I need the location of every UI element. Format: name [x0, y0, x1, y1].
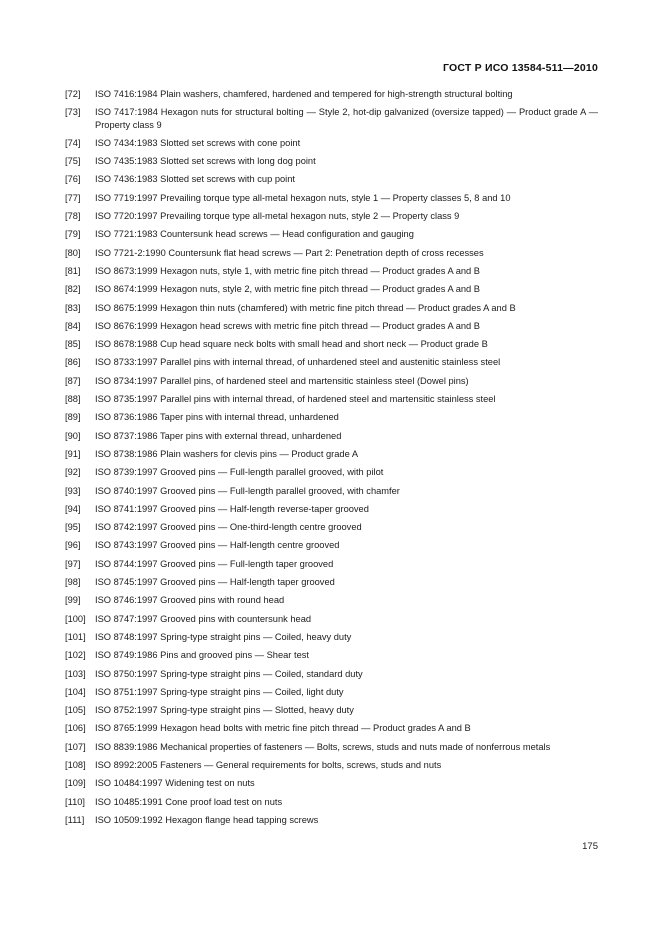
reference-text: ISO 7720:1997 Prevailing torque type all-metal hexagon nuts, style 2 — Property class 9: [95, 211, 460, 222]
reference-text: ISO 8748:1997 Spring-type straight pins — Coiled, heavy duty: [95, 631, 352, 642]
reference-number: [76]: [65, 174, 81, 185]
list-item: [65, 155, 598, 167]
reference-number: [99]: [65, 595, 81, 606]
reference-text: ISO 7719:1997 Prevailing torque type all-metal hexagon nuts, style 1 — Property classes 5, 8 and 10: [95, 192, 511, 203]
list-item: [65, 430, 598, 442]
reference-text: ISO 8750:1997 Spring-type straight pins — Coiled, standard duty: [95, 668, 363, 679]
list-item: [65, 106, 598, 131]
reference-number: [90]: [65, 430, 81, 441]
reference-number: [83]: [65, 302, 81, 313]
reference-text: ISO 8747:1997 Grooved pins with countersunk head: [95, 613, 312, 624]
list-item: [65, 302, 598, 314]
reference-number: [109]: [65, 778, 86, 789]
reference-number: [78]: [65, 211, 81, 222]
reference-number: [97]: [65, 558, 81, 569]
reference-text: ISO 8737:1986 Taper pins with external thread, unhardened: [95, 430, 342, 441]
reference-number: [110]: [65, 796, 85, 807]
list-item: [65, 265, 598, 277]
reference-number: [81]: [65, 265, 81, 276]
reference-number: [88]: [65, 394, 81, 405]
list-item: [65, 741, 598, 753]
reference-number: [79]: [65, 229, 81, 240]
list-item: [65, 558, 598, 570]
reference-text: ISO 10484:1997 Widening test on nuts: [95, 778, 255, 789]
list-item: [65, 631, 598, 643]
reference-text: ISO 8749:1986 Pins and grooved pins — Shear test: [95, 650, 309, 661]
reference-text: ISO 8678:1988 Cup head square neck bolts with small head and short neck — Product grade B: [95, 339, 488, 350]
reference-text: ISO 8744:1997 Grooved pins — Full-length taper grooved: [95, 558, 334, 569]
reference-number: [72]: [65, 89, 81, 99]
reference-number: [105]: [65, 705, 86, 716]
reference-number: [102]: [65, 650, 86, 661]
reference-text: ISO 7417:1984 Hexagon nuts for structural bolting — Style 2, hot-dip galvanized (oversize tapped) — Product grade A — Property class 9: [95, 107, 598, 130]
list-item: [65, 704, 598, 716]
reference-number: [92]: [65, 467, 81, 478]
reference-text: ISO 8736:1986 Taper pins with internal thread, unhardened: [95, 412, 339, 423]
reference-text: ISO 8742:1997 Grooved pins — One-third-length centre grooved: [95, 522, 362, 533]
list-item: [65, 192, 598, 204]
list-item: [65, 668, 598, 680]
list-item: [65, 594, 598, 606]
reference-number: [93]: [65, 485, 81, 496]
reference-number: [101]: [65, 631, 86, 642]
list-item: [65, 137, 598, 149]
reference-text: ISO 7416:1984 Plain washers, chamfered, hardened and tempered for high-strength structural bolting: [95, 89, 513, 99]
list-item: [65, 722, 598, 734]
list-item: [65, 338, 598, 350]
reference-text: ISO 8734:1997 Parallel pins, of hardened steel and martensitic stainless steel (Dowel pins): [95, 375, 469, 386]
reference-number: [73]: [65, 107, 81, 118]
reference-number: [94]: [65, 503, 81, 514]
reference-text: ISO 10509:1992 Hexagon flange head tapping screws: [95, 814, 319, 825]
reference-number: [111]: [65, 814, 85, 825]
reference-number: [80]: [65, 247, 81, 258]
reference-number: [74]: [65, 137, 81, 148]
list-item: [65, 503, 598, 515]
reference-text: ISO 8739:1997 Grooved pins — Full-length parallel grooved, with pilot: [95, 467, 384, 478]
list-item: [65, 247, 598, 259]
list-item: [65, 88, 598, 100]
page-number: 175: [582, 841, 598, 852]
reference-text: ISO 8745:1997 Grooved pins — Half-length taper grooved: [95, 577, 335, 588]
page-footer: [582, 841, 598, 852]
reference-text: ISO 8675:1999 Hexagon thin nuts (chamfered) with metric fine pitch thread — Product grades A and B: [95, 302, 516, 313]
reference-text: ISO 8733:1997 Parallel pins with internal thread, of unhardened steel and austenitic stainless steel: [95, 357, 501, 368]
reference-number: [84]: [65, 320, 81, 331]
reference-number: [107]: [65, 741, 86, 752]
reference-text: ISO 8751:1997 Spring-type straight pins — Coiled, light duty: [95, 686, 344, 697]
list-item: [65, 375, 598, 387]
list-item: [65, 576, 598, 588]
reference-text: ISO 8673:1999 Hexagon nuts, style 1, with metric fine pitch thread — Product grades A and B: [95, 265, 481, 276]
reference-text: ISO 8735:1997 Parallel pins with internal thread, of hardened steel and martensitic stainless steel: [95, 394, 496, 405]
list-item: [65, 228, 598, 240]
reference-number: [98]: [65, 577, 81, 588]
reference-number: [77]: [65, 192, 81, 203]
list-item: [65, 173, 598, 185]
reference-number: [95]: [65, 522, 81, 533]
reference-number: [89]: [65, 412, 81, 423]
reference-number: [75]: [65, 156, 81, 167]
list-item: [65, 539, 598, 551]
list-item: [65, 814, 598, 826]
list-item: [65, 393, 598, 405]
reference-text: ISO 8676:1999 Hexagon head screws with metric fine pitch thread — Product grades A and B: [95, 320, 481, 331]
reference-text: ISO 8746:1997 Grooved pins with round head: [95, 595, 285, 606]
reference-number: [103]: [65, 668, 86, 679]
reference-text: ISO 7721:1983 Countersunk head screws — Head configuration and gauging: [95, 229, 414, 240]
reference-list: [65, 88, 598, 832]
list-item: [65, 320, 598, 332]
reference-text: ISO 10485:1991 Cone proof load test on nuts: [95, 796, 283, 807]
reference-number: [82]: [65, 284, 81, 295]
reference-number: [100]: [65, 613, 86, 624]
list-item: [65, 521, 598, 533]
list-item: [65, 613, 598, 625]
list-item: [65, 411, 598, 423]
reference-number: [108]: [65, 759, 86, 770]
reference-number: [104]: [65, 686, 86, 697]
reference-text: ISO 8743:1997 Grooved pins — Half-length centre grooved: [95, 540, 340, 551]
list-item: [65, 485, 598, 497]
reference-text: ISO 8738:1986 Plain washers for clevis pins — Product grade A: [95, 448, 359, 459]
reference-number: [91]: [65, 448, 81, 459]
list-item: [65, 796, 598, 808]
reference-number: [96]: [65, 540, 81, 551]
reference-text: ISO 8740:1997 Grooved pins — Full-length parallel grooved, with chamfer: [95, 485, 400, 496]
reference-text: ISO 8752:1997 Spring-type straight pins — Slotted, heavy duty: [95, 705, 354, 716]
list-item: [65, 356, 598, 368]
list-item: [65, 686, 598, 698]
list-item: [65, 777, 598, 789]
list-item: [65, 283, 598, 295]
reference-text: ISO 8992:2005 Fasteners — General requirements for bolts, screws, studs and nuts: [95, 759, 442, 770]
reference-text: ISO 7435:1983 Slotted set screws with long dog point: [95, 156, 316, 167]
reference-text: ISO 8741:1997 Grooved pins — Half-length reverse-taper grooved: [95, 503, 369, 514]
list-item: [65, 759, 598, 771]
reference-text: ISO 8839:1986 Mechanical properties of fasteners — Bolts, screws, studs and nuts made of nonferrous metals: [95, 741, 551, 752]
reference-text: ISO 8674:1999 Hexagon nuts, style 2, with metric fine pitch thread — Product grades A and B: [95, 284, 481, 295]
list-item: [65, 210, 598, 222]
page-header: [65, 62, 598, 74]
reference-text: ISO 7721-2:1990 Countersunk flat head screws — Part 2: Penetration depth of cross recesses: [95, 247, 484, 258]
reference-text: ISO 7436:1983 Slotted set screws with cup point: [95, 174, 295, 185]
reference-number: [86]: [65, 357, 81, 368]
list-item: [65, 649, 598, 661]
list-item: [65, 466, 598, 478]
list-item: [65, 448, 598, 460]
reference-number: [106]: [65, 723, 86, 734]
reference-text: ISO 8765:1999 Hexagon head bolts with metric fine pitch thread — Product grades A and B: [95, 723, 471, 734]
document-title: ГОСТ Р ИСО 13584-511—2010: [443, 62, 598, 74]
reference-number: [85]: [65, 339, 81, 350]
reference-number: [87]: [65, 375, 81, 386]
reference-text: ISO 7434:1983 Slotted set screws with cone point: [95, 137, 301, 148]
